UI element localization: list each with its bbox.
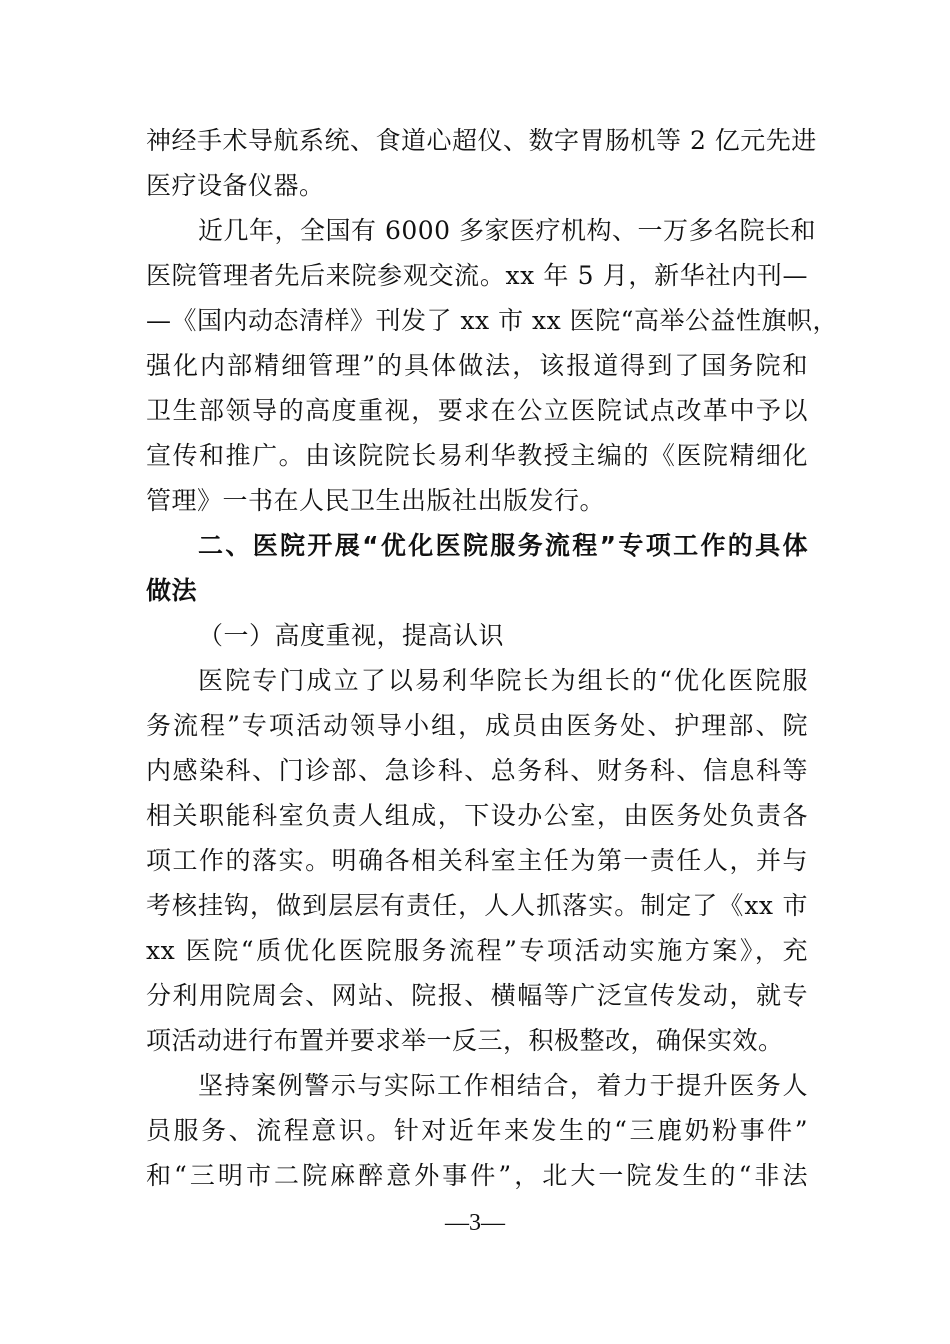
paragraph-line: 医疗设备仪器。 (146, 171, 325, 200)
paragraph-line: 卫生部领导的高度重视，要求在公立医院试点改革中予以 (146, 396, 808, 425)
page-number: —3— (445, 1210, 505, 1236)
section-heading: 做法 (146, 576, 198, 605)
paragraph-line: xx 医院“质优化医院服务流程”专项活动实施方案》，充 (146, 936, 808, 965)
paragraph-line: 相关职能科室负责人组成，下设办公室，由医务处负责各 (146, 801, 808, 830)
paragraph-line: 神经手术导航系统、食道心超仪、数字胃肠机等 2 亿元先进 (146, 126, 817, 155)
paragraph-line: 员服务、流程意识。针对近年来发生的“三鹿奶粉事件” (146, 1116, 808, 1145)
paragraph-line: 医院专门成立了以易利华院长为组长的“优化医院服 (198, 666, 808, 695)
paragraph-line: 内感染科、门诊部、急诊科、总务科、财务科、信息科等 (146, 756, 808, 785)
paragraph-line: 务流程”专项活动领导小组，成员由医务处、护理部、院 (146, 711, 808, 740)
paragraph-line: 分利用院周会、网站、院报、横幅等广泛宣传发动，就专 (146, 981, 808, 1010)
paragraph-line: 管理》一书在人民卫生出版社出版发行。 (146, 486, 606, 515)
paragraph-line: 项工作的落实。明确各相关科室主任为第一责任人，并与 (146, 846, 808, 875)
paragraph-line: 和“三明市二院麻醉意外事件”，北大一院发生的“非法 (146, 1161, 808, 1190)
paragraph-line: 医院管理者先后来院参观交流。xx 年 5 月，新华社内刊— (146, 261, 808, 290)
paragraph-line: 强化内部精细管理”的具体做法，该报道得到了国务院和 (146, 351, 808, 380)
paragraph-line: 宣传和推广。由该院院长易利华教授主编的《医院精细化 (146, 441, 808, 470)
paragraph-line: 坚持案例警示与实际工作相结合，着力于提升医务人 (198, 1071, 808, 1100)
paragraph-line: 近几年，全国有 6000 多家医疗机构、一万多名院长和 (198, 216, 817, 245)
section-heading: 二、医院开展“优化医院服务流程”专项工作的具体 (198, 531, 808, 560)
paragraph-line: 项活动进行布置并要求举一反三，积极整改，确保实效。 (146, 1026, 784, 1055)
paragraph-line: —《国内动态清样》刊发了 xx 市 xx 医院“高举公益性旗帜， (146, 306, 838, 335)
subsection-heading: （一）高度重视，提高认识 (198, 621, 505, 650)
paragraph-line: 考核挂钩，做到层层有责任，人人抓落实。制定了《xx 市 (146, 891, 808, 920)
